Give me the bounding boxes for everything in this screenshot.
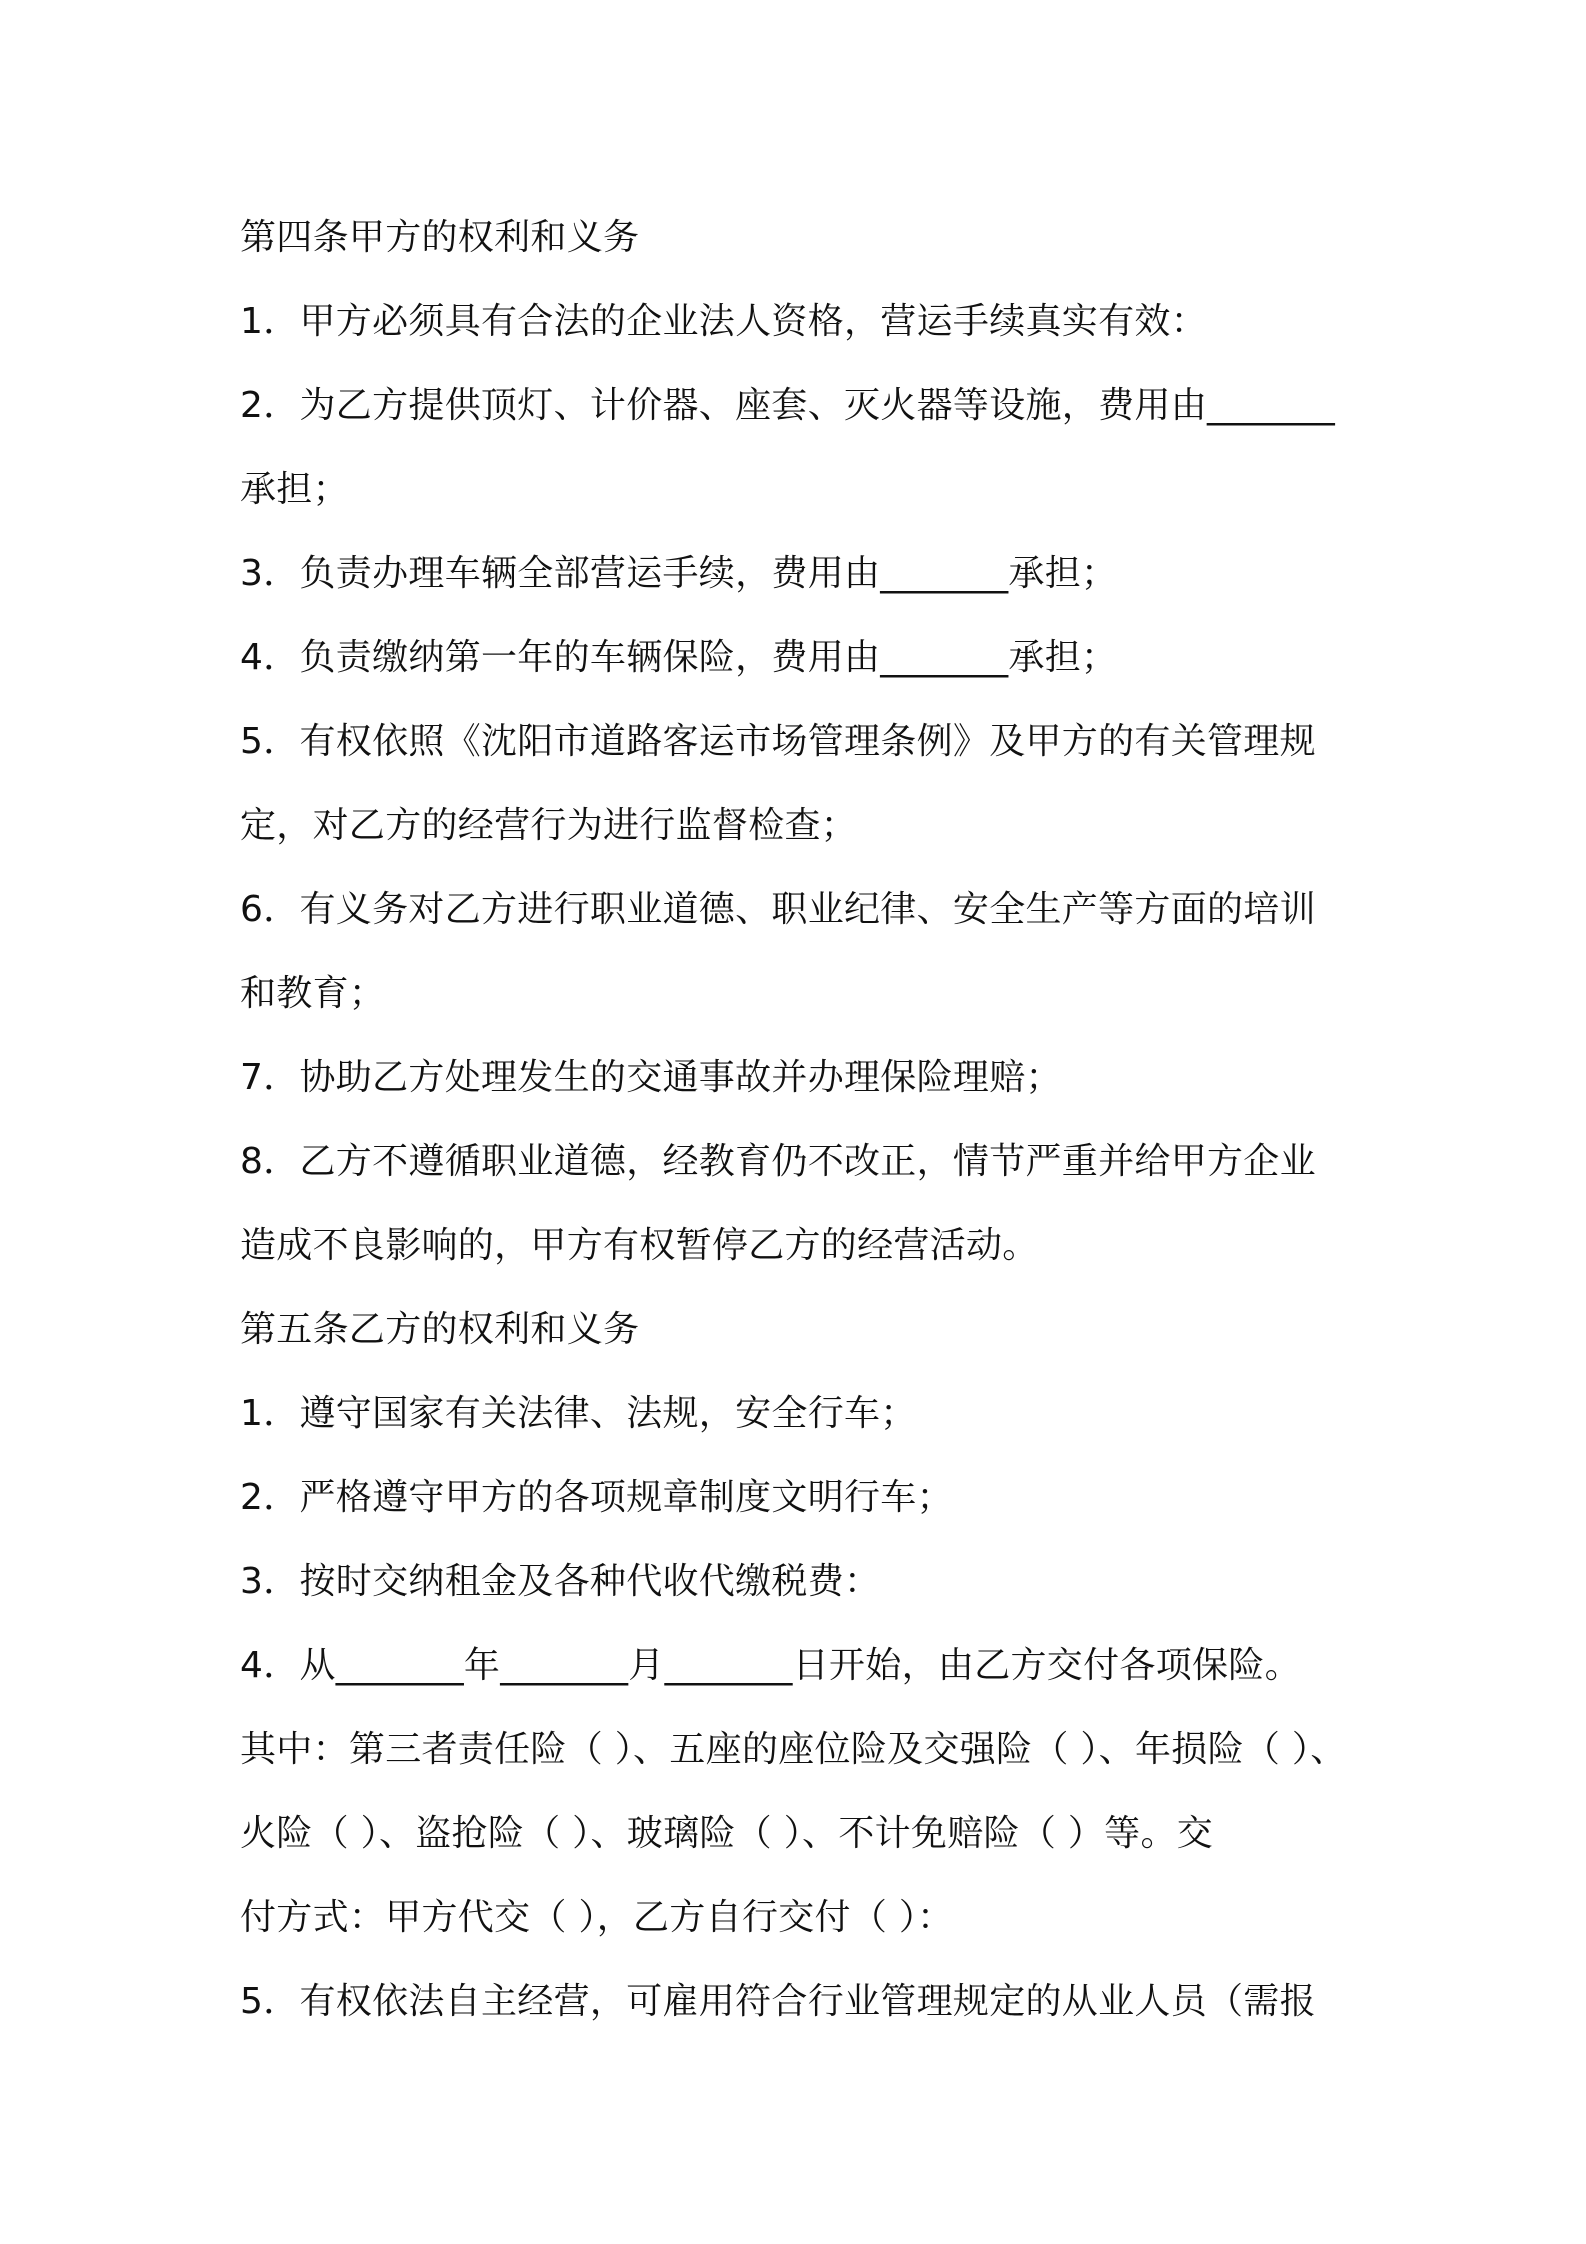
article-4-item-4: 4．负责缴纳第一年的车辆保险，费用由_______承担； (240, 637, 1118, 678)
article-5-item-4-cont-1: 其中：第三者责任险（ ）、五座的座位险及交强险（ ）、年损险（ ）、 (240, 1729, 1347, 1770)
article-4-item-1: 1．甲方必须具有合法的企业法人资格，营运手续真实有效： (240, 301, 1208, 342)
article-5-item-4-cont-3: 付方式：甲方代交（ ），乙方自行交付（ ）： (240, 1897, 954, 1938)
document-body (240, 196, 1365, 2044)
article-5-item-3: 3．按时交纳租金及各种代收代缴税费： (240, 1561, 881, 1602)
article-4-item-3: 3．负责办理车辆全部营运手续，费用由_______承担； (240, 553, 1118, 594)
article-5-heading: 第五条乙方的权利和义务 (240, 1309, 640, 1350)
article-5-item-1: 1．遵守国家有关法律、法规，安全行车； (240, 1393, 917, 1434)
article-5-item-4-cont-2: 火险（ ）、盗抢险（ ）、玻璃险（ ）、不计免赔险（ ）等。交 (240, 1813, 1214, 1854)
article-4-item-6: 6．有义务对乙方进行职业道德、职业纪律、安全生产等方面的培训 (240, 889, 1316, 930)
article-5-item-2: 2．严格遵守甲方的各项规章制度文明行车； (240, 1477, 953, 1518)
article-4-item-6-cont: 和教育； (240, 973, 386, 1014)
article-4-item-7: 7．协助乙方处理发生的交通事故并办理保险理赔； (240, 1057, 1062, 1098)
article-4-item-8: 8．乙方不遵循职业道德，经教育仍不改正，情节严重并给甲方企业 (240, 1141, 1316, 1182)
article-4-heading: 第四条甲方的权利和义务 (240, 217, 640, 258)
article-4-item-2-cont: 承担； (240, 469, 349, 510)
article-5-item-4: 4．从_______年_______月_______日开始，由乙方交付各项保险。 (240, 1645, 1301, 1686)
article-4-item-5: 5．有权依照《沈阳市道路客运市场管理条例》及甲方的有关管理规 (240, 721, 1316, 762)
article-5-item-5: 5．有权依法自主经营，可雇用符合行业管理规定的从业人员（需报 (240, 1981, 1316, 2022)
article-4-item-8-cont: 造成不良影响的，甲方有权暂停乙方的经营活动。 (240, 1225, 1039, 1266)
article-4-item-5-cont: 定，对乙方的经营行为进行监督检查； (240, 805, 858, 846)
article-4-item-2: 2．为乙方提供顶灯、计价器、座套、灭火器等设施，费用由_______ (240, 385, 1336, 426)
